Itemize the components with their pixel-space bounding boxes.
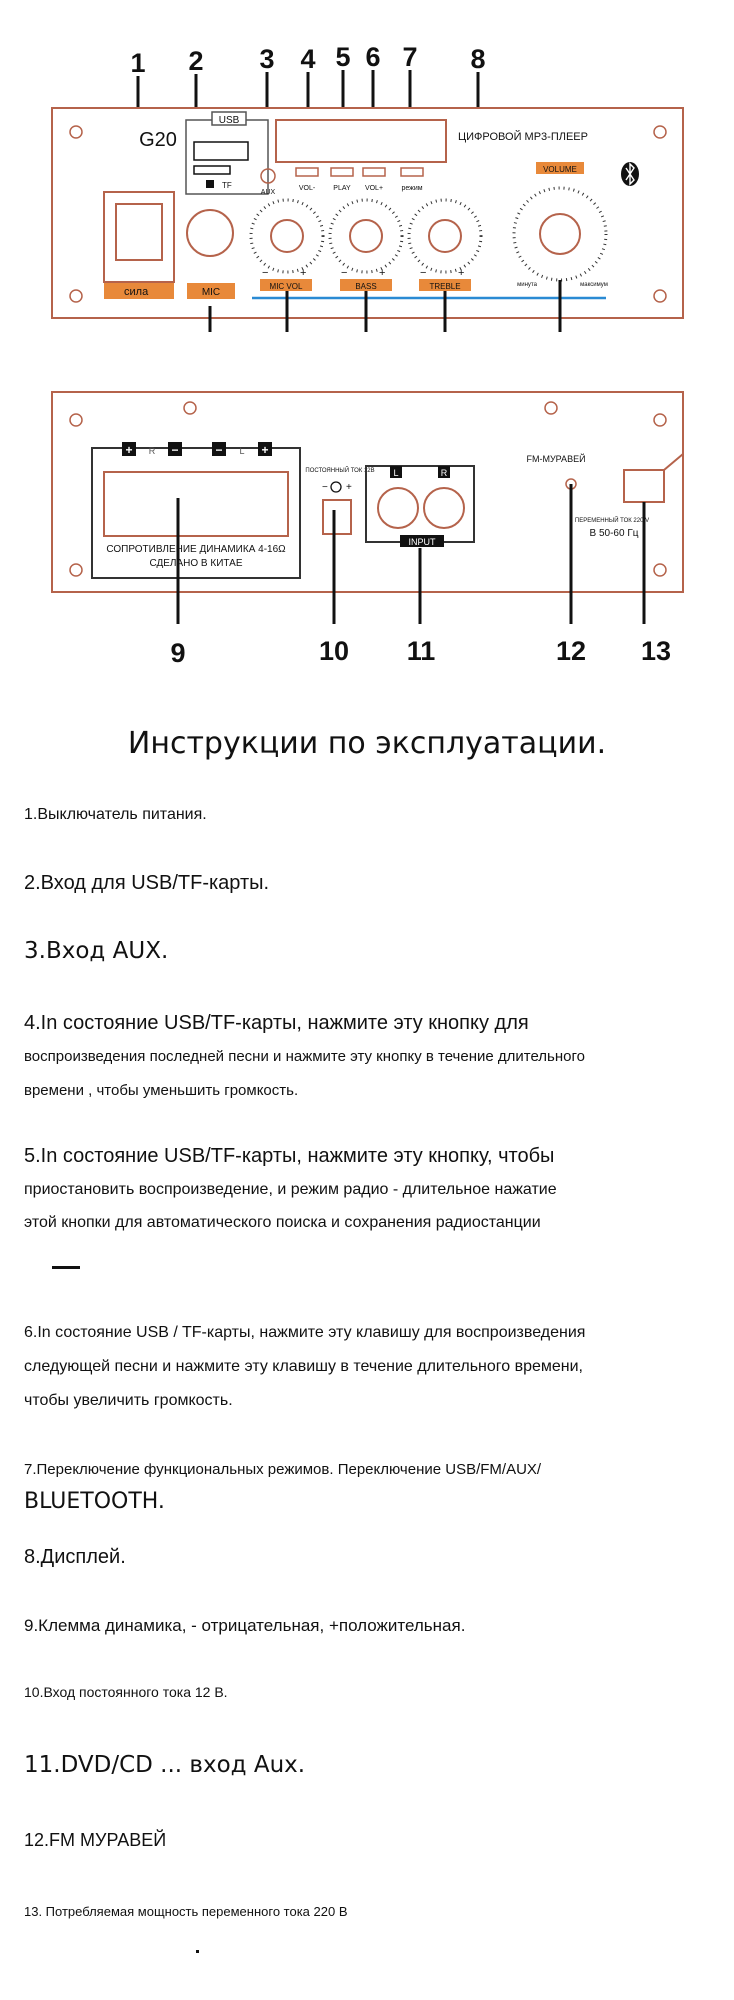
- svg-text:−: −: [262, 267, 269, 279]
- volume-label: VOLUME: [543, 165, 577, 174]
- panel-diagram: [0, 0, 734, 700]
- display-text: ЦИФРОВОЙ MP3-ПЛЕЕР: [458, 131, 588, 143]
- instruction-10: 10.Вход постоянного тока 12 В.: [24, 1684, 228, 1700]
- usb-label: USB: [218, 115, 240, 126]
- callout-6: 6: [365, 42, 381, 72]
- instruction-11: 11.DVD/CD ... вход Aux.: [24, 1752, 306, 1778]
- callout-7: 7: [402, 42, 418, 72]
- svg-text:R: R: [440, 468, 448, 478]
- instruction-7: 7.Переключение функциональных режимов. Переключение USB/FM/AUX/ BLUETOOTH.: [24, 1461, 542, 1514]
- mic-label: MIC: [201, 287, 221, 298]
- input-label: INPUT: [408, 537, 436, 547]
- svg-text:+: +: [300, 267, 307, 279]
- aux-label: AUX: [260, 189, 276, 196]
- rear-panel: [52, 392, 683, 592]
- callout-10: 10: [318, 636, 350, 666]
- vol-plus-button-label: VOL+: [364, 185, 384, 192]
- speaker-impedance: СОПРОТИВЛЕНИЕ ДИНАМИКА 4-16Ω: [106, 544, 286, 555]
- instruction-2: 2.Вход для USB/TF-карты.: [24, 872, 270, 894]
- callout-8: 8: [470, 44, 486, 74]
- terminal-label-l: L: [239, 446, 245, 456]
- instruction-4: 4.In состояние USB/TF-карты, нажмите эту кнопку для воспроизведения последней песни и нажмите эту кнопку в течение длительного времени , чтобы уменьшить громкость.: [24, 1012, 585, 1099]
- instructions-title: Инструкции по эксплуатации.: [127, 726, 607, 761]
- instruction-3: 3.Вход AUX.: [24, 938, 169, 964]
- callout-4: 4: [300, 44, 316, 74]
- svg-text:+: +: [379, 267, 386, 279]
- made-in-china: СДЕЛАНО В КИТАЕ: [149, 558, 243, 569]
- instruction-8: 8.Дисплей.: [24, 1546, 126, 1568]
- callout-12: 12: [555, 636, 587, 666]
- instruction-13: 13. Потребляемая мощность переменного тока 220 В: [24, 1904, 348, 1919]
- instruction-9: 9.Клемма динамика, - отрицательная, +положительная.: [24, 1616, 466, 1635]
- svg-text:−: −: [171, 443, 179, 457]
- bluetooth-icon: [621, 162, 639, 186]
- svg-text:L: L: [393, 468, 399, 478]
- callout-1: 1: [130, 48, 146, 78]
- model-label: G20: [139, 129, 177, 151]
- svg-text:+: +: [125, 443, 133, 457]
- vol-minus-button-label: VOL-: [298, 185, 316, 192]
- dc-label: ПОСТОЯННЫЙ ТОК 12В: [305, 468, 375, 474]
- stray-dash: [52, 1266, 80, 1269]
- instruction-12: 12.FM МУРАВЕЙ: [24, 1830, 167, 1850]
- tf-label: TF: [222, 181, 232, 190]
- callout-11: 11: [406, 636, 436, 666]
- callout-9: 9: [170, 638, 186, 668]
- treble-label: TREBLE: [429, 282, 461, 291]
- instruction-1: 1.Выключатель питания.: [24, 806, 207, 823]
- svg-text:+: +: [458, 267, 465, 279]
- svg-text:−: −: [215, 443, 223, 457]
- power-label: сила: [124, 286, 149, 298]
- callout-13: 13: [640, 636, 672, 666]
- volume-min-label: минута: [517, 282, 537, 288]
- fm-label: FM-МУРАВЕЙ: [526, 454, 586, 464]
- terminal-label-r: R: [148, 446, 156, 456]
- instruction-6: 6.In состояние USB / TF-карты, нажмите эту клавишу для воспроизведения следующей песни и нажмите эту клавишу в течение длительного времени, чтобы увеличить громкость.: [24, 1324, 586, 1409]
- mode-button-label: режим: [401, 185, 423, 192]
- svg-text:−: −: [420, 267, 427, 279]
- mic-vol-label: MIC VOL: [269, 282, 303, 291]
- svg-text:+: +: [261, 443, 269, 457]
- callout-3: 3: [259, 44, 275, 74]
- ac-frequency: В 50-60 Гц: [589, 528, 639, 539]
- volume-max-label: максимум: [580, 282, 608, 288]
- svg-text:+: +: [346, 482, 352, 493]
- svg-text:−: −: [341, 267, 348, 279]
- play-button-label: PLAY: [333, 185, 351, 192]
- svg-text:−: −: [322, 482, 328, 493]
- callout-5: 5: [335, 42, 351, 72]
- ac-label: ПЕРЕМЕННЫЙ ТОК 220 V: [574, 518, 650, 524]
- instruction-5: 5.In состояние USB/TF-карты, нажмите эту кнопку, чтобы приостановить воспроизведение, и режим радио - длительное нажатие этой кнопки для автоматического поиска и сохранения радиостанции: [24, 1145, 557, 1231]
- callout-2: 2: [188, 46, 204, 76]
- bass-label: BASS: [355, 282, 377, 291]
